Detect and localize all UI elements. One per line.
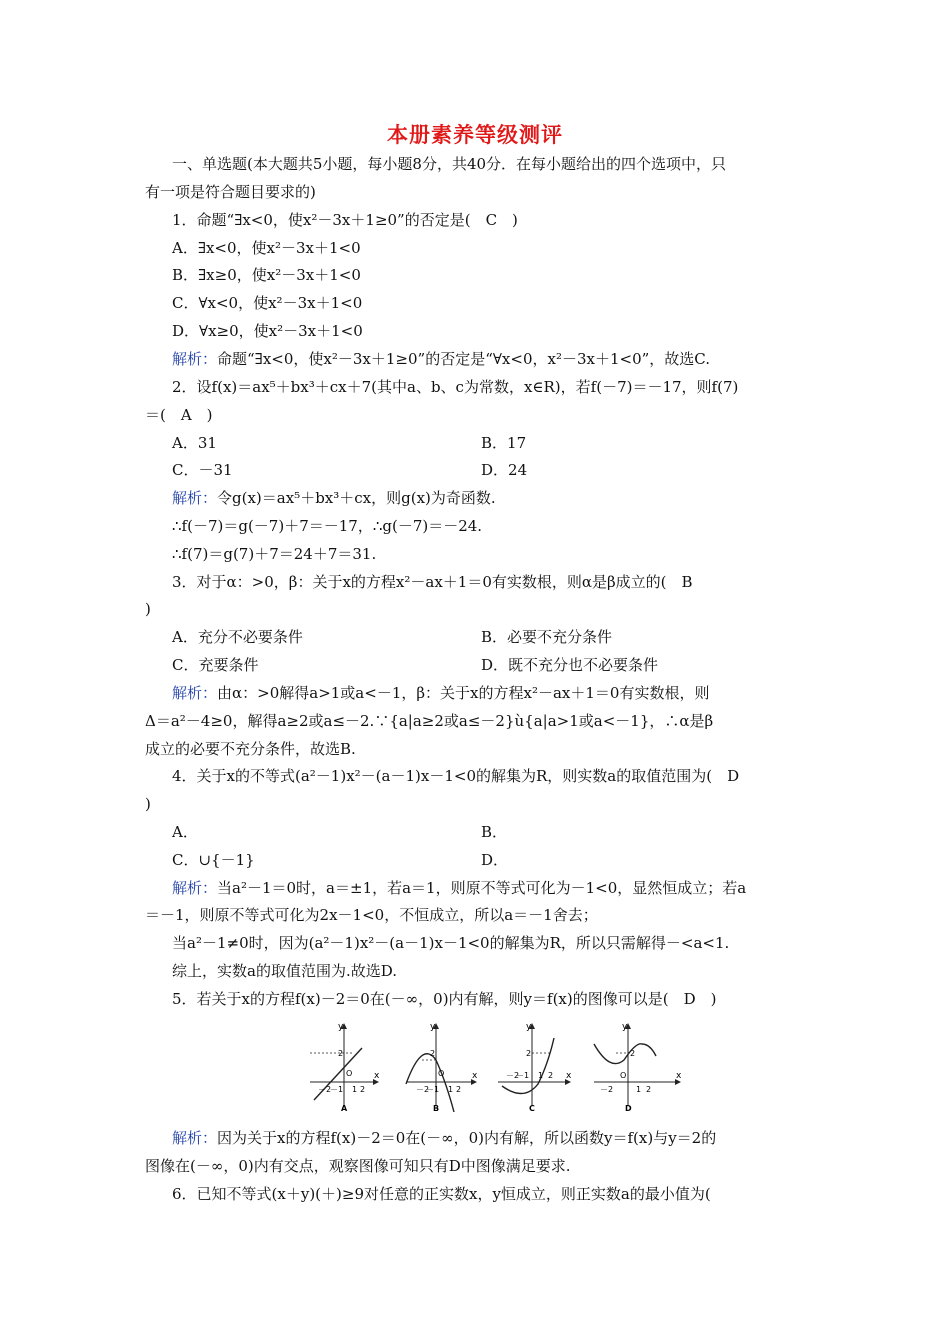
x-tick-1: 1 [352,1085,358,1094]
y-axis-label: y [430,1022,436,1032]
question-5: 5．若关于x的方程f(x)－2＝0在(－∞，0)内有解，则y＝f(x)的图像可以是( D ) [172,990,717,1008]
graph-panel-a [310,1022,380,1112]
q2-option-a: A．31 [172,434,217,452]
q4-option-c: C．∪{－1} [172,851,255,869]
q1-solution [172,348,710,370]
x-tick-1: 1 [448,1085,454,1094]
panel-label-c: C [529,1104,535,1112]
q2-option-d: D．24 [481,461,528,479]
graph-panel-b [406,1022,478,1112]
intro-line-2: 有一项是符合题目要求的) [145,183,316,201]
solution-label: 解析： [172,489,218,507]
panel-label-b: B [433,1104,440,1112]
graph-panel-c [498,1022,572,1112]
x-tick-2: 2 [360,1085,366,1094]
q4-option-b: B． [481,823,508,841]
solution-text: 由α：>0解得a>1或a<－1，β：关于x的方程x²－ax＋1＝0有实数根，则 [217,684,710,702]
y-tick-2: 2 [630,1049,636,1058]
question-1: 1．命题“∃x<0，使x²－3x＋1≥0”的否定是( C ) [172,211,518,229]
x-axis-label: x [676,1071,682,1081]
function-graphs-figure [304,1020,684,1112]
solution-text: 命题“∃x<0，使x²－3x＋1≥0”的否定是“∀x<0，x²－3x＋1<0”，故选C. [217,350,710,368]
question-2-cont: ＝( A ) [145,406,213,424]
x-tick-neg1: －1 [426,1085,440,1094]
q3-solution-3: 成立的必要不充分条件，故选B. [145,740,356,758]
panel-label-a: A [341,1104,348,1112]
y-tick-2: 2 [430,1049,436,1058]
panel-label-d: D [625,1104,632,1112]
q3-solution [172,682,709,704]
q5-solution-2: 图像在(－∞，0)内有交点，观察图像可知只有D中图像满足要求. [145,1157,571,1175]
q4-solution-2: ＝－1，则原不等式可化为2x－1<0，不恒成立，所以a＝－1舍去； [145,906,598,924]
solution-text: 因为关于x的方程f(x)－2＝0在(－∞，0)内有解，所以函数y＝f(x)与y＝2的 [217,1129,717,1147]
y-axis-label: y [526,1022,532,1032]
y-axis-label: y [622,1022,628,1032]
solution-label: 解析： [172,684,218,702]
x-axis-label: x [566,1071,572,1081]
q2-solution-3: ∴f(7)＝g(7)＋7＝24＋7＝31. [172,545,377,563]
origin-label: O [620,1071,627,1080]
graph-panel-d [594,1022,682,1112]
x-tick-neg2: －2 [506,1071,520,1080]
y-tick-2: 2 [526,1049,532,1058]
q3-option-d: D．既不充分也不必要条件 [481,656,659,674]
solution-text: 令g(x)＝ax⁵＋bx³＋cx，则g(x)为奇函数. [217,489,496,507]
solution-text: 当a²－1＝0时，a＝±1，若a＝1，则原不等式可化为－1<0，显然恒成立；若a [217,879,747,897]
x-tick-neg1: －1 [330,1085,344,1094]
y-tick-2: 2 [338,1049,344,1058]
solution-label: 解析： [172,350,218,368]
x-tick-1: 1 [636,1085,642,1094]
x-axis-label: x [472,1071,478,1081]
q1-option-b: B．∃x≥0，使x²－3x＋1<0 [172,266,361,284]
x-tick-1: 1 [538,1071,544,1080]
y-axis-label: y [338,1022,344,1032]
q2-option-c: C．－31 [172,461,233,479]
q1-option-d: D．∀x≥0，使x²－3x＋1<0 [172,322,363,340]
q4-solution-4: 综上，实数a的取值范围为.故选D. [172,962,397,980]
q4-solution [172,877,746,899]
q2-option-b: B．17 [481,434,527,452]
question-4: 4．关于x的不等式(a²－1)x²－(a－1)x－1<0的解集为R，则实数a的取值范围为( D [172,767,740,785]
q2-solution [172,487,496,509]
x-tick-neg2: －2 [318,1085,332,1094]
x-tick-2: 2 [646,1085,652,1094]
question-3: 3．对于α：>0，β：关于x的方程x²－ax＋1＝0有实数根，则α是β成立的( B [172,573,693,591]
q3-option-a: A．充分不必要条件 [172,628,303,646]
solution-label: 解析： [172,879,218,897]
x-tick-neg2: －2 [416,1085,430,1094]
q3-solution-2: Δ＝a²－4≥0，解得a≥2或a≤－2.∵{a|a≥2或a≤－2}ù{a|a>1或a<－1}，∴α是β [145,712,714,730]
origin-label: O [346,1069,353,1078]
q1-option-a: A．∃x<0，使x²－3x＋1<0 [172,239,361,257]
q3-option-b: B．必要不充分条件 [481,628,613,646]
q4-option-a: A． [172,823,198,841]
q1-option-c: C．∀x<0，使x²－3x＋1<0 [172,294,363,312]
x-tick-2: 2 [456,1085,462,1094]
q2-solution-2: ∴f(－7)＝g(－7)＋7＝－17，∴g(－7)＝－24. [172,517,483,535]
question-6: 6．已知不等式(x＋y)(＋)≥9对任意的正实数x，y恒成立，则正实数a的最小值为( [172,1185,711,1203]
q3-option-c: C．充要条件 [172,656,259,674]
solution-label: 解析： [172,1129,218,1147]
intro-line-1: 一、单选题(本大题共5小题，每小题8分，共40分．在每小题给出的四个选项中，只 [172,155,727,173]
question-3-cont: ) [145,600,151,618]
q4-solution-3: 当a²－1≠0时，因为(a²－1)x²－(a－1)x－1<0的解集为R，所以只需解得－<a<1. [172,934,730,952]
q4-option-d: D． [481,851,509,869]
question-4-cont: ) [145,795,151,813]
q5-solution [172,1127,716,1149]
x-tick-2: 2 [548,1071,554,1080]
x-axis-label: x [374,1071,380,1081]
page-title: 本册素养等级测评 [387,122,563,147]
x-tick-neg1: －1 [516,1071,530,1080]
origin-label: O [438,1069,445,1078]
x-tick-neg2: －2 [600,1085,614,1094]
question-2: 2．设f(x)＝ax⁵＋bx³＋cx＋7(其中a、b、c为常数，x∈R)，若f(－7)＝－17，则f(7) [172,378,739,396]
